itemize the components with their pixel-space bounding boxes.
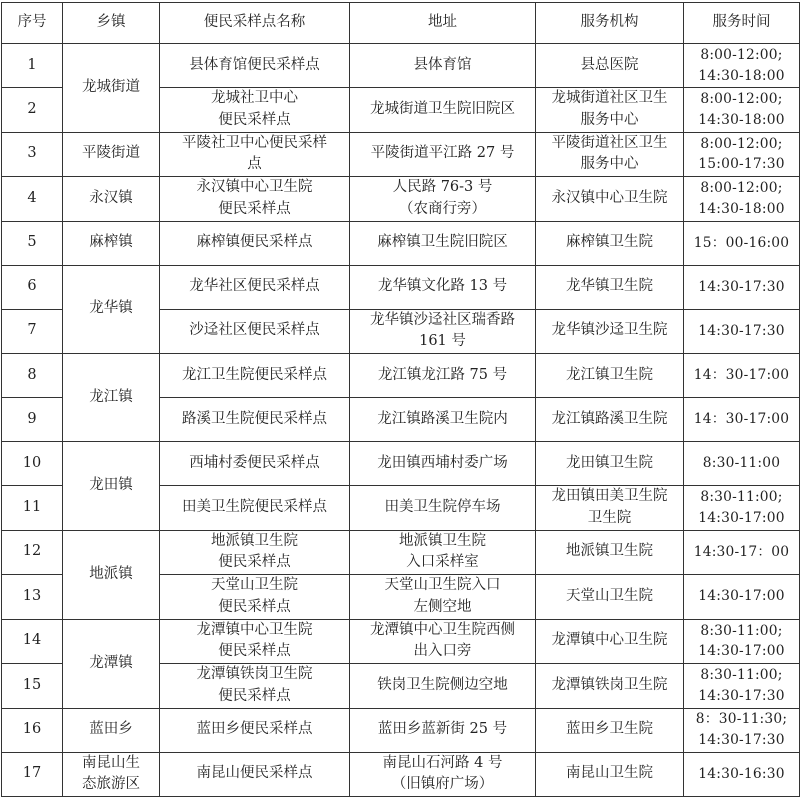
row-town: 永汉镇 — [63, 177, 160, 222]
row-org: 龙田镇田美卫生院 卫生院 — [536, 486, 684, 531]
row-no: 8 — [2, 354, 63, 398]
row-no: 9 — [2, 398, 63, 442]
row-point-name: 永汉镇中心卫生院 便民采样点 — [160, 177, 350, 222]
row-time: 8:00-12:00; 14:30-18:00 — [684, 88, 800, 133]
row-point-name: 县体育馆便民采样点 — [160, 44, 350, 88]
row-no: 5 — [2, 221, 63, 265]
row-time: 8:00-12:00; 15:00-17:30 — [684, 132, 800, 177]
table-row — [2, 442, 800, 486]
header-org: 服务机构 — [536, 3, 684, 44]
row-org: 龙华镇卫生院 — [536, 265, 684, 309]
row-address: 龙华镇文化路 13 号 — [350, 265, 536, 309]
table-row — [2, 221, 800, 265]
row-org: 龙田镇卫生院 — [536, 442, 684, 486]
row-address: 蓝田乡蓝新街 25 号 — [350, 708, 536, 752]
row-time: 14：30-17:00 — [684, 354, 800, 398]
row-point-name: 南昆山便民采样点 — [160, 752, 350, 797]
row-no: 17 — [2, 752, 63, 797]
row-address: 人民路 76-3 号 （农商行旁） — [350, 177, 536, 222]
row-time: 8:30-11:00; 14:30-17:00 — [684, 619, 800, 664]
row-time: 14:30-16:30 — [684, 752, 800, 797]
table-row — [2, 619, 800, 664]
row-org: 地派镇卫生院 — [536, 530, 684, 575]
header-time: 服务时间 — [684, 3, 800, 44]
row-address: 天堂山卫生院入口 左侧空地 — [350, 575, 536, 620]
row-org: 龙江镇卫生院 — [536, 354, 684, 398]
row-no: 15 — [2, 664, 63, 709]
row-no: 4 — [2, 177, 63, 222]
row-time: 14:30-17:00 — [684, 575, 800, 620]
row-org: 龙城街道社区卫生 服务中心 — [536, 88, 684, 133]
row-org: 永汉镇中心卫生院 — [536, 177, 684, 222]
row-org: 龙华镇沙迳卫生院 — [536, 309, 684, 354]
row-point-name: 沙迳社区便民采样点 — [160, 309, 350, 354]
row-no: 12 — [2, 530, 63, 575]
row-point-name: 平陵社卫中心便民采样 点 — [160, 132, 350, 177]
row-org: 天堂山卫生院 — [536, 575, 684, 620]
row-town: 南昆山生 态旅游区 — [63, 752, 160, 797]
row-town: 龙江镇 — [63, 354, 160, 442]
header-point-name: 便民采样点名称 — [160, 3, 350, 44]
row-address: 田美卫生院停车场 — [350, 486, 536, 531]
row-address: 龙田镇西埔村委广场 — [350, 442, 536, 486]
row-address: 龙江镇路溪卫生院内 — [350, 398, 536, 442]
row-org: 龙潭镇中心卫生院 — [536, 619, 684, 664]
row-point-name: 龙城社卫中心 便民采样点 — [160, 88, 350, 133]
row-no: 2 — [2, 88, 63, 133]
row-town: 平陵街道 — [63, 132, 160, 177]
sampling-points-table — [1, 2, 800, 797]
row-org: 平陵街道社区卫生 服务中心 — [536, 132, 684, 177]
row-point-name: 麻榨镇便民采样点 — [160, 221, 350, 265]
row-no: 14 — [2, 619, 63, 664]
row-org: 南昆山卫生院 — [536, 752, 684, 797]
row-time: 8:00-12:00; 14:30-18:00 — [684, 44, 800, 88]
row-address: 平陵街道平江路 27 号 — [350, 132, 536, 177]
row-org: 县总医院 — [536, 44, 684, 88]
row-time: 14:30-17：00 — [684, 530, 800, 575]
table-row — [2, 177, 800, 222]
header-no: 序号 — [2, 3, 63, 44]
row-org: 麻榨镇卫生院 — [536, 221, 684, 265]
row-no: 10 — [2, 442, 63, 486]
row-time: 14:30-17:30 — [684, 309, 800, 354]
table-row — [2, 132, 800, 177]
row-point-name: 蓝田乡便民采样点 — [160, 708, 350, 752]
row-point-name: 龙潭镇中心卫生院 便民采样点 — [160, 619, 350, 664]
row-point-name: 龙江卫生院便民采样点 — [160, 354, 350, 398]
row-town: 龙华镇 — [63, 265, 160, 354]
row-time: 14:30-17:30 — [684, 265, 800, 309]
row-point-name: 田美卫生院便民采样点 — [160, 486, 350, 531]
row-no: 1 — [2, 44, 63, 88]
table-row — [2, 708, 800, 752]
row-point-name: 路溪卫生院便民采样点 — [160, 398, 350, 442]
row-org: 龙潭镇铁岗卫生院 — [536, 664, 684, 709]
row-point-name: 龙潭镇铁岗卫生院 便民采样点 — [160, 664, 350, 709]
row-town: 地派镇 — [63, 530, 160, 619]
header-town: 乡镇 — [63, 3, 160, 44]
row-no: 11 — [2, 486, 63, 531]
row-org: 蓝田乡卫生院 — [536, 708, 684, 752]
table-row — [2, 44, 800, 88]
row-address: 龙华镇沙迳社区瑞香路 161 号 — [350, 309, 536, 354]
row-time: 14：30-17:00 — [684, 398, 800, 442]
row-town: 麻榨镇 — [63, 221, 160, 265]
row-time: 8：30-11:30; 14:30-17:30 — [684, 708, 800, 752]
table-row — [2, 354, 800, 398]
table-row — [2, 265, 800, 309]
row-address: 龙潭镇中心卫生院西侧 出入口旁 — [350, 619, 536, 664]
row-town: 龙潭镇 — [63, 619, 160, 708]
row-address: 龙江镇龙江路 75 号 — [350, 354, 536, 398]
row-time: 15：00-16:00 — [684, 221, 800, 265]
row-point-name: 龙华社区便民采样点 — [160, 265, 350, 309]
row-no: 3 — [2, 132, 63, 177]
row-address: 县体育馆 — [350, 44, 536, 88]
row-time: 8:00-12:00; 14:30-18:00 — [684, 177, 800, 222]
row-time: 8:30-11:00 — [684, 442, 800, 486]
row-point-name: 西埔村委便民采样点 — [160, 442, 350, 486]
row-time: 8:30-11:00; 14:30-17:00 — [684, 486, 800, 531]
row-time: 8:30-11:00; 14:30-17:30 — [684, 664, 800, 709]
row-address: 铁岗卫生院侧边空地 — [350, 664, 536, 709]
row-no: 13 — [2, 575, 63, 620]
row-no: 6 — [2, 265, 63, 309]
row-address: 南昆山石河路 4 号 （旧镇府广场） — [350, 752, 536, 797]
row-point-name: 地派镇卫生院 便民采样点 — [160, 530, 350, 575]
row-town: 龙城街道 — [63, 44, 160, 133]
row-org: 龙江镇路溪卫生院 — [536, 398, 684, 442]
row-town: 龙田镇 — [63, 442, 160, 531]
row-no: 7 — [2, 309, 63, 354]
row-address: 地派镇卫生院 入口采样室 — [350, 530, 536, 575]
table-row — [2, 530, 800, 575]
row-address: 麻榨镇卫生院旧院区 — [350, 221, 536, 265]
row-no: 16 — [2, 708, 63, 752]
header-address: 地址 — [350, 3, 536, 44]
header-row — [2, 3, 800, 44]
row-address: 龙城街道卫生院旧院区 — [350, 88, 536, 133]
row-point-name: 天堂山卫生院 便民采样点 — [160, 575, 350, 620]
row-town: 蓝田乡 — [63, 708, 160, 752]
table-row — [2, 752, 800, 797]
